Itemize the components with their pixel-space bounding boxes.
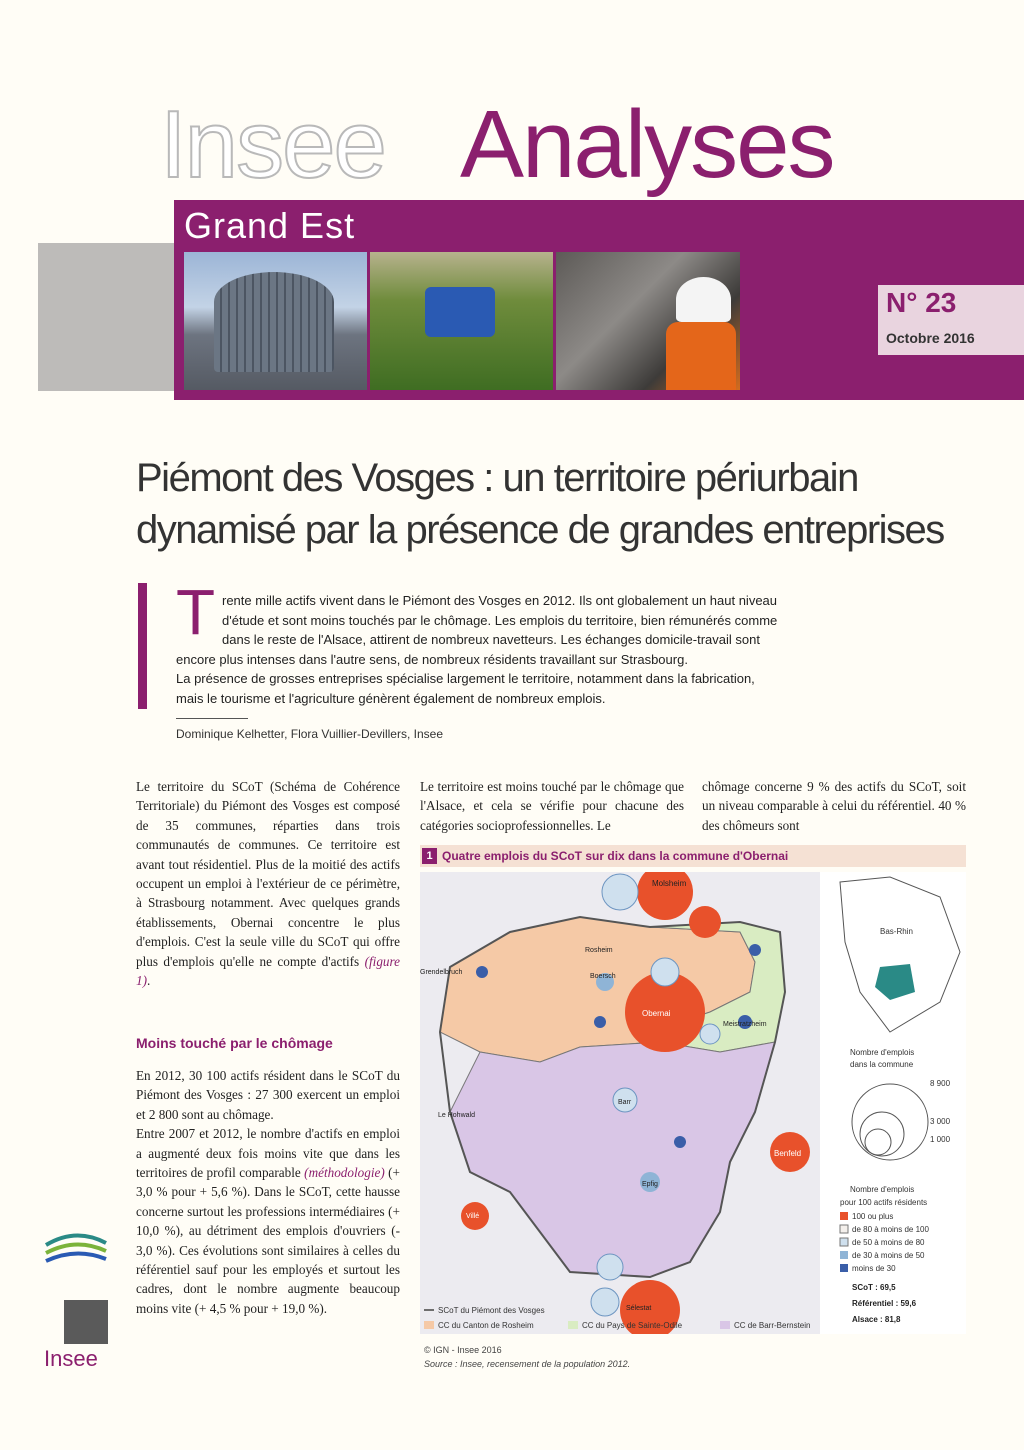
title-line-2: dynamisé par la présence de grandes entreprises (136, 508, 944, 552)
circle-ottrott (594, 1016, 606, 1028)
title-line-1: Piémont des Vosges : un territoire périurbain (136, 456, 858, 500)
logo-wave-3 (46, 1253, 106, 1261)
figure-source: Source : Insee, recensement de la population 2012. (424, 1359, 631, 1369)
intro-line-5: La présence de grosses entreprises spécialise largement le territoire, notamment dans la fabrication, (176, 671, 755, 686)
col1-p1-end: . (147, 973, 151, 989)
circle-innenheim (749, 944, 761, 956)
label-grendelbruch: Grendelbruch (420, 969, 463, 976)
insee-logo-word: Insee (44, 1346, 98, 1371)
intro-line-2: d'étude et sont moins touchés par le chômage. Les emplois du territoire, bien rémunérés comme (222, 612, 778, 628)
zone-legend-3: CC du Pays de Sainte-Odile (582, 1321, 683, 1330)
logo-syndicat (40, 1225, 112, 1277)
circle-rosheim (651, 958, 679, 986)
label-boersch: Boersch (590, 973, 616, 980)
label-rosheim: Rosheim (585, 947, 613, 954)
insee-logo-mark (64, 1300, 108, 1344)
color-swatch-5 (840, 1264, 848, 1272)
brand-insee: Insee (160, 91, 385, 198)
col1-p3 (136, 1124, 400, 1318)
color-swatch-4 (840, 1251, 848, 1259)
col1-p2: En 2012, 30 100 actifs résident dans le SCoT du Piémont des Vosges : 27 300 exercent un emploi et 2 800 sont au chômage. (136, 1068, 400, 1122)
label-ville: Villé (466, 1213, 480, 1220)
intro-line-4: encore plus intenses dans l'autre sens, de nombreux résidents travaillant sur Strasbourg. (176, 651, 688, 667)
figure-map (420, 872, 966, 1334)
circle-niedernai (700, 1024, 720, 1044)
label-benfeld: Benfeld (774, 1149, 802, 1158)
color-legend-title-1: Nombre d'emplois (850, 1185, 915, 1194)
intro-line-6: mais le tourisme et l'agriculture génèrent également de nombreux emplois. (176, 690, 606, 706)
helmet-shape (676, 277, 731, 322)
color-swatch-3 (840, 1238, 848, 1246)
col1-p3-a: Entre 2007 et 2012, le nombre d'actifs en emploi a augmenté deux fois moins vite que dans les territoires de profil comparable (136, 1126, 400, 1181)
stat-referentiel: Référentiel : 59,6 (852, 1299, 917, 1308)
column-3-text: chômage concerne 9 % des actifs du SCoT, soit un niveau comparable à celui du référentiel. 40 % des chômeurs sont (702, 779, 966, 833)
intro-text (176, 591, 876, 708)
tractor-shape (425, 287, 495, 337)
zone-legend-1: SCoT du Piémont des Vosges (438, 1306, 545, 1315)
circle-grendelbruch (476, 966, 488, 978)
article-title (136, 452, 996, 556)
size-legend-title-2: dans la commune (850, 1060, 914, 1069)
label-obernai: Obernai (642, 1009, 671, 1018)
column-1-paragraph-1 (136, 777, 400, 990)
label-le-hohwald: Le Hohwald (438, 1112, 475, 1119)
map-svg (420, 872, 966, 1334)
circle-b (591, 1288, 619, 1316)
zone-legend-2: CC du Canton de Rosheim (438, 1321, 534, 1330)
intro-dropcap: T (176, 576, 216, 648)
circle-a (602, 874, 638, 910)
zone-legend-swatch-2 (424, 1321, 434, 1329)
photo-parliament (184, 252, 367, 390)
circle-dorlisheim (689, 906, 721, 938)
label-barr: Barr (618, 1099, 632, 1106)
vest-shape (666, 322, 736, 390)
label-molsheim: Molsheim (652, 879, 687, 888)
col1-p3-b: (+ 3,0 % pour + 5,6 %). Dans le SCoT, cette hausse concerne surtout les professions intermédiaires (+ 10,0 %), au détriment des emplois d'ouvriers (- 3,0 %). Ces évolutions sont similaires à celles du référentiel sauf pour les employés et surtout les cadres, dont le nombre augmente beaucoup moins vite (+ 4,5 % pour + 19,0 %). (136, 1165, 400, 1316)
column-1-body (136, 1066, 400, 1318)
label-selestat: Sélestat (626, 1305, 652, 1312)
figure-number: 1 (422, 848, 437, 864)
zone-legend-swatch-3 (568, 1321, 578, 1329)
col1-p1-text: Le territoire du SCoT (Schéma de Cohérence Territoriale) du Piémont des Vosges est composé de 35 communes, réparties dans trois communautés de communes. Ce territoire est avant tout résidentiel. Plus de la moitié des actifs occupent un emploi à l'extérieur de ce périmètre, à Strasbourg notamment. Avec quelques grands établissements, Obernai concentre le plus d'emplois. C'est la seule ville du SCoT qui offre plus d'emplois qu'elle ne compte d'actifs (136, 779, 400, 969)
section-heading: Moins touché par le chômage (136, 1035, 333, 1051)
figure-credit: © IGN - Insee 2016 (424, 1345, 502, 1355)
author-rule (176, 718, 248, 719)
color-class-1: 100 ou plus (852, 1212, 894, 1221)
size-value-1: 8 900 (930, 1079, 951, 1088)
region-title: Grand Est (184, 205, 356, 246)
size-value-3: 1 000 (930, 1135, 951, 1144)
methodology-link[interactable]: (méthodologie) (304, 1165, 385, 1181)
intro-line-1: rente mille actifs vivent dans le Piémont des Vosges en 2012. Ils ont globalement un haut niveau (222, 593, 778, 608)
authors: Dominique Kelhetter, Flora Vuillier-Devillers, Insee (176, 727, 443, 741)
intro-line-3: dans le reste de l'Alsace, attirent de nombreux navetteurs. Les échanges domicile-travail sont (222, 632, 760, 647)
circle-dambach (597, 1254, 623, 1280)
brand-analyses: Analyses (460, 91, 834, 198)
circle-stotzheim (674, 1136, 686, 1148)
figure-title: Quatre emplois du SCoT sur dix dans la commune d'Obernai (442, 849, 789, 863)
label-meistratzheim: Meistratzheim (723, 1021, 767, 1028)
stat-alsace: Alsace : 81,8 (852, 1315, 901, 1324)
label-epfig: Epfig (642, 1181, 658, 1188)
zone-legend-4: CC de Barr-Bernstein (734, 1321, 811, 1330)
color-swatch-2 (840, 1225, 848, 1233)
size-value-2: 3 000 (930, 1117, 951, 1126)
size-legend-title-1: Nombre d'emplois (850, 1048, 915, 1057)
color-class-5: moins de 30 (852, 1264, 896, 1273)
column-2-text: Le territoire est moins touché par le chômage que l'Alsace, et cela se vérifie pour chacune des catégories socioprofessionnelles. Le (420, 779, 684, 833)
issue-number: N° 23 (886, 287, 957, 318)
color-class-2: de 80 à moins de 100 (852, 1225, 929, 1234)
zone-legend-swatch-4 (720, 1321, 730, 1329)
color-swatch-1 (840, 1212, 848, 1220)
publication-brand (160, 90, 920, 200)
color-class-4: de 30 à moins de 50 (852, 1251, 925, 1260)
inset-label: Bas-Rhin (880, 927, 913, 936)
figure-reference-link[interactable]: (figure 1) (136, 953, 400, 989)
building-shape (214, 272, 334, 372)
intro-accent-bar (138, 583, 147, 709)
color-class-3: de 50 à moins de 80 (852, 1238, 925, 1247)
photo-steel-coils (556, 252, 740, 390)
photo-vineyard (370, 252, 553, 390)
issue-date: Octobre 2016 (886, 330, 975, 346)
syndicat-logo-svg (40, 1225, 112, 1277)
color-legend-title-2: pour 100 actifs résidents (840, 1198, 928, 1207)
stat-scot: SCoT : 69,5 (852, 1283, 896, 1292)
